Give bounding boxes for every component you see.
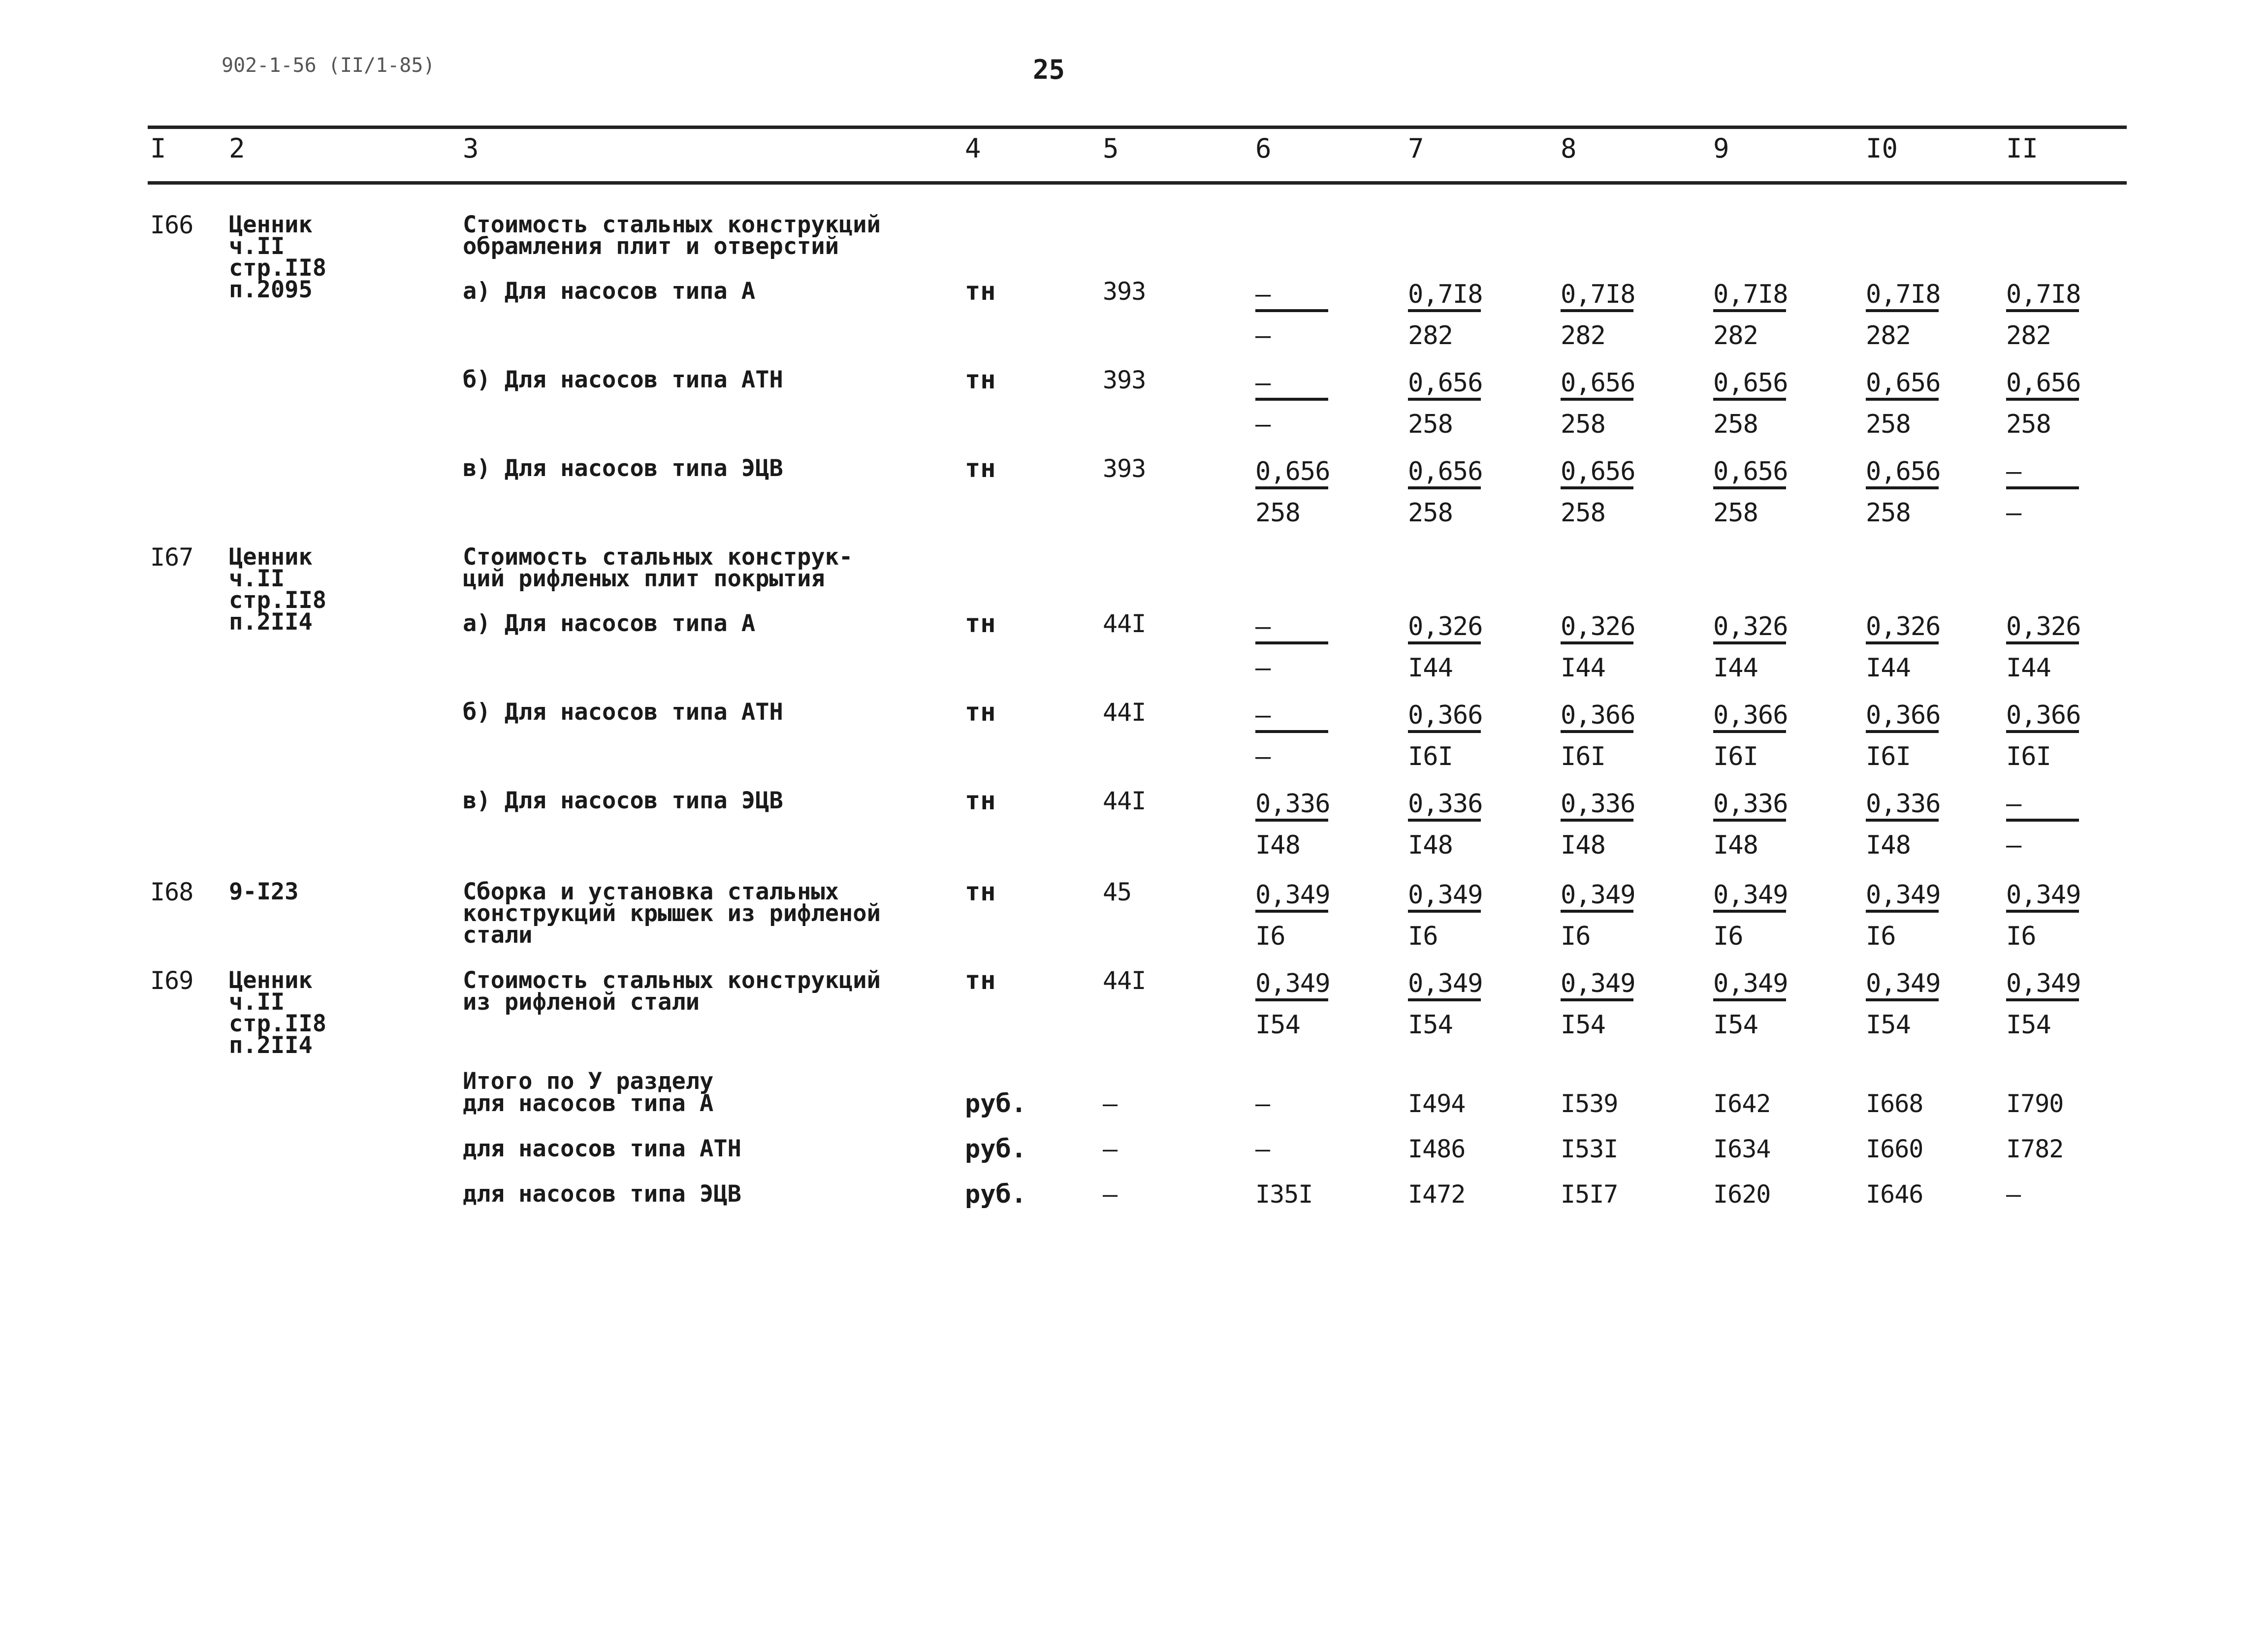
fraction-denominator: I44 — [1408, 653, 1453, 683]
fraction-denominator: I6 — [2006, 922, 2036, 951]
fraction-denominator: I44 — [1561, 653, 1605, 683]
price-reference: Ценник ч.II стр.II8 п.2II4 — [229, 543, 327, 636]
fraction-denominator: 282 — [1713, 321, 1758, 351]
fraction-numerator: 0,7I8 — [1866, 280, 1941, 309]
fraction-bar — [2006, 398, 2079, 401]
fraction-bar — [1408, 398, 1481, 401]
fraction-bar — [1866, 309, 1939, 312]
fraction-numerator: 0,349 — [2006, 969, 2081, 998]
fraction-bar — [1866, 641, 1939, 644]
fraction-denominator: 258 — [1561, 410, 1605, 439]
fraction-numerator: 0,656 — [1561, 457, 1635, 486]
totals-label: для насосов типа ЭЦВ — [463, 1181, 741, 1208]
fraction-denominator: 258 — [1866, 498, 1911, 528]
price-cell: 393 — [1103, 454, 1146, 483]
column-header-1: I — [150, 133, 166, 164]
sub-item-description: б) Для насосов типа АТН — [463, 366, 783, 393]
fraction-bar — [1561, 998, 1633, 1001]
fraction-denominator: I54 — [1408, 1010, 1453, 1040]
fraction-denominator: 258 — [2006, 410, 2051, 439]
totals-value: – — [1103, 1180, 1118, 1209]
fraction-numerator: 0,349 — [1866, 969, 1941, 998]
fraction-numerator: 0,336 — [1713, 789, 1788, 819]
fraction-denominator: 258 — [1866, 410, 1911, 439]
fraction-numerator: 0,7I8 — [1408, 280, 1483, 309]
fraction-numerator: – — [2006, 789, 2021, 819]
fraction-denominator: I54 — [1561, 1010, 1605, 1040]
fraction-numerator: 0,349 — [2006, 880, 2081, 910]
fraction-denominator: I48 — [1713, 830, 1758, 860]
fraction-denominator: I6 — [1561, 922, 1591, 951]
fraction-bar — [1561, 730, 1633, 733]
fraction-numerator: 0,336 — [1866, 789, 1941, 819]
fraction-denominator: I48 — [1255, 830, 1300, 860]
fraction-numerator: 0,656 — [1866, 457, 1941, 486]
fraction-bar — [1408, 730, 1481, 733]
header-bottom-rule — [148, 181, 2127, 185]
fraction-bar — [1255, 309, 1328, 312]
unit-cell: тн — [965, 966, 996, 995]
fraction-bar — [1713, 641, 1786, 644]
fraction-denominator: I54 — [1866, 1010, 1911, 1040]
fraction-numerator: 0,326 — [2006, 612, 2081, 641]
totals-value: I646 — [1866, 1180, 1923, 1209]
totals-value: I472 — [1408, 1180, 1466, 1209]
fraction-numerator: 0,656 — [1713, 457, 1788, 486]
fraction-denominator: I44 — [1866, 653, 1911, 683]
price-reference: Ценник ч.II стр.II8 п.2095 — [229, 211, 327, 303]
fraction-numerator: 0,349 — [1561, 969, 1635, 998]
sub-item-description: в) Для насосов типа ЭЦВ — [463, 787, 783, 814]
fraction-bar — [1713, 819, 1786, 822]
totals-value: I494 — [1408, 1089, 1466, 1118]
row-number: I66 — [150, 211, 193, 239]
fraction-numerator: 0,366 — [1408, 701, 1483, 730]
fraction-denominator: I44 — [2006, 653, 2051, 683]
unit-cell: тн — [965, 609, 996, 638]
fraction-numerator: 0,349 — [1713, 969, 1788, 998]
fraction-numerator: 0,656 — [1866, 368, 1941, 398]
sub-item-description: б) Для насосов типа АТН — [463, 699, 783, 726]
fraction-bar — [1866, 398, 1939, 401]
fraction-denominator: 282 — [1408, 321, 1453, 351]
fraction-bar — [1408, 641, 1481, 644]
totals-value: I790 — [2006, 1089, 2064, 1118]
unit-cell: тн — [965, 277, 996, 306]
totals-unit: руб. — [965, 1180, 1027, 1209]
fraction-bar — [1713, 998, 1786, 1001]
fraction-numerator: 0,349 — [1255, 880, 1330, 910]
fraction-bar — [1255, 730, 1328, 733]
fraction-numerator: 0,656 — [1713, 368, 1788, 398]
fraction-denominator: I48 — [1866, 830, 1911, 860]
column-header-6: 6 — [1255, 133, 1272, 164]
totals-unit: руб. — [965, 1089, 1027, 1118]
totals-title: Итого по У разделу — [463, 1068, 714, 1095]
fraction-denominator: I48 — [1408, 830, 1453, 860]
fraction-bar — [1255, 910, 1328, 913]
page-number: 25 — [1033, 54, 1065, 85]
fraction-denominator: I48 — [1561, 830, 1605, 860]
fraction-numerator: 0,326 — [1866, 612, 1941, 641]
fraction-bar — [2006, 819, 2079, 822]
fraction-denominator: 258 — [1713, 410, 1758, 439]
fraction-denominator: 258 — [1408, 410, 1453, 439]
fraction-denominator: – — [2006, 498, 2021, 528]
column-header-3: 3 — [463, 133, 479, 164]
fraction-denominator: I54 — [1713, 1010, 1758, 1040]
fraction-numerator: 0,349 — [1255, 969, 1330, 998]
fraction-bar — [1408, 819, 1481, 822]
fraction-numerator: 0,366 — [1561, 701, 1635, 730]
fraction-denominator: 258 — [1255, 498, 1300, 528]
row-number: I69 — [150, 966, 193, 995]
fraction-bar — [1561, 819, 1633, 822]
totals-value: – — [1255, 1089, 1270, 1118]
fraction-numerator: – — [1255, 368, 1271, 398]
fraction-numerator: 0,7I8 — [1713, 280, 1788, 309]
fraction-numerator: 0,656 — [1408, 368, 1483, 398]
totals-value: I634 — [1713, 1135, 1771, 1163]
fraction-bar — [2006, 641, 2079, 644]
fraction-numerator: 0,326 — [1561, 612, 1635, 641]
totals-unit: руб. — [965, 1134, 1027, 1164]
fraction-bar — [1713, 309, 1786, 312]
fraction-numerator: – — [1255, 612, 1271, 641]
column-header-5: 5 — [1103, 133, 1119, 164]
fraction-numerator: 0,366 — [1713, 701, 1788, 730]
fraction-denominator: – — [1255, 653, 1271, 683]
fraction-denominator: I54 — [2006, 1010, 2051, 1040]
price-cell: 44I — [1103, 698, 1146, 727]
column-header-9: 9 — [1713, 133, 1729, 164]
fraction-bar — [1255, 998, 1328, 1001]
fraction-denominator: I6 — [1408, 922, 1438, 951]
fraction-denominator: I6 — [1255, 922, 1285, 951]
fraction-denominator: I6 — [1713, 922, 1743, 951]
fraction-bar — [1866, 730, 1939, 733]
fraction-numerator: 0,656 — [1255, 457, 1330, 486]
unit-cell: тн — [965, 786, 996, 816]
fraction-numerator: 0,326 — [1408, 612, 1483, 641]
totals-label: для насосов типа АТН — [463, 1135, 741, 1162]
fraction-bar — [1866, 819, 1939, 822]
column-header-10: I0 — [1866, 133, 1898, 164]
fraction-numerator: – — [2006, 457, 2021, 486]
fraction-bar — [1561, 486, 1633, 489]
fraction-denominator: I6I — [1713, 742, 1758, 771]
fraction-denominator: 258 — [1408, 498, 1453, 528]
fraction-bar — [2006, 730, 2079, 733]
fraction-numerator: 0,336 — [1255, 789, 1330, 819]
fraction-numerator: 0,656 — [1561, 368, 1635, 398]
totals-value: I660 — [1866, 1135, 1923, 1163]
fraction-numerator: 0,349 — [1866, 880, 1941, 910]
fraction-bar — [1561, 309, 1633, 312]
totals-value: I668 — [1866, 1089, 1923, 1118]
fraction-denominator: I6I — [2006, 742, 2051, 771]
item-description: Сборка и установка стальных конструкций крышек из рифленой стали — [463, 878, 881, 949]
totals-value: – — [1103, 1089, 1118, 1118]
row-number: I68 — [150, 878, 193, 906]
fraction-denominator: I6I — [1866, 742, 1911, 771]
fraction-bar — [1713, 486, 1786, 489]
column-header-11: II — [2006, 133, 2039, 164]
sub-item-description: а) Для насосов типа А — [463, 278, 756, 305]
fraction-numerator: 0,326 — [1713, 612, 1788, 641]
unit-cell: тн — [965, 454, 996, 483]
fraction-bar — [1561, 641, 1633, 644]
sub-item-description: а) Для насосов типа А — [463, 610, 756, 637]
fraction-denominator: 258 — [1561, 498, 1605, 528]
price-cell: 44I — [1103, 787, 1146, 815]
totals-value: – — [2006, 1180, 2021, 1209]
price-cell: 44I — [1103, 609, 1146, 638]
fraction-denominator: – — [1255, 742, 1271, 771]
fraction-bar — [1866, 998, 1939, 1001]
totals-value: I620 — [1713, 1180, 1771, 1209]
fraction-denominator: 282 — [2006, 321, 2051, 351]
fraction-denominator: 282 — [1561, 321, 1605, 351]
fraction-denominator: I6I — [1408, 742, 1453, 771]
fraction-denominator: I6I — [1561, 742, 1605, 771]
price-reference: Ценник ч.II стр.II8 п.2II4 — [229, 967, 327, 1059]
column-header-7: 7 — [1408, 133, 1424, 164]
document-code: 902-1-56 (II/1-85) — [222, 54, 435, 77]
fraction-numerator: – — [1255, 280, 1271, 309]
fraction-numerator: 0,656 — [2006, 368, 2081, 398]
sub-item-description: в) Для насосов типа ЭЦВ — [463, 455, 783, 482]
fraction-denominator: I44 — [1713, 653, 1758, 683]
item-description: Стоимость стальных конструкций из рифленой стали — [463, 967, 881, 1016]
fraction-bar — [2006, 998, 2079, 1001]
row-number: I67 — [150, 543, 193, 572]
fraction-bar — [2006, 910, 2079, 913]
item-description: Стоимость стальных конструкций обрамления плит и отверстий — [463, 211, 881, 260]
unit-cell: тн — [965, 365, 996, 395]
fraction-numerator: 0,656 — [1408, 457, 1483, 486]
totals-value: – — [1103, 1135, 1118, 1163]
totals-value: I782 — [2006, 1135, 2064, 1163]
fraction-bar — [1255, 641, 1328, 644]
fraction-bar — [1255, 398, 1328, 401]
column-header-2: 2 — [229, 133, 245, 164]
totals-value: I53I — [1561, 1135, 1618, 1163]
fraction-numerator: 0,336 — [1408, 789, 1483, 819]
fraction-denominator: I54 — [1255, 1010, 1300, 1040]
fraction-numerator: 0,7I8 — [1561, 280, 1635, 309]
totals-value: I486 — [1408, 1135, 1466, 1163]
unit-cell: тн — [965, 877, 996, 907]
fraction-bar — [1713, 730, 1786, 733]
fraction-bar — [1713, 910, 1786, 913]
fraction-bar — [1408, 998, 1481, 1001]
fraction-bar — [1713, 398, 1786, 401]
totals-value: I5I7 — [1561, 1180, 1618, 1209]
fraction-bar — [1561, 398, 1633, 401]
totals-label: для насосов типа А — [463, 1090, 714, 1117]
fraction-denominator: – — [2006, 830, 2021, 860]
price-reference: 9-I23 — [229, 878, 299, 905]
price-cell: 44I — [1103, 966, 1146, 995]
fraction-numerator: 0,349 — [1713, 880, 1788, 910]
price-cell: 393 — [1103, 366, 1146, 394]
unit-cell: тн — [965, 698, 996, 727]
fraction-numerator: 0,366 — [2006, 701, 2081, 730]
fraction-bar — [1866, 910, 1939, 913]
fraction-numerator: 0,349 — [1408, 880, 1483, 910]
fraction-bar — [1255, 486, 1328, 489]
fraction-denominator: – — [1255, 410, 1271, 439]
totals-value: I539 — [1561, 1089, 1618, 1118]
fraction-denominator: 258 — [1713, 498, 1758, 528]
fraction-numerator: 0,349 — [1561, 880, 1635, 910]
column-header-8: 8 — [1561, 133, 1577, 164]
fraction-denominator: 282 — [1866, 321, 1911, 351]
fraction-bar — [1866, 486, 1939, 489]
column-header-4: 4 — [965, 133, 981, 164]
totals-value: I642 — [1713, 1089, 1771, 1118]
header-top-rule — [148, 126, 2127, 129]
fraction-bar — [1255, 819, 1328, 822]
fraction-bar — [2006, 309, 2079, 312]
fraction-bar — [1408, 486, 1481, 489]
fraction-numerator: 0,349 — [1408, 969, 1483, 998]
totals-value: I35I — [1255, 1180, 1313, 1209]
totals-value: – — [1255, 1135, 1270, 1163]
fraction-bar — [1561, 910, 1633, 913]
fraction-numerator: 0,366 — [1866, 701, 1941, 730]
price-cell: 393 — [1103, 277, 1146, 306]
item-description: Стоимость стальных конструк- ций рифленых плит покрытия — [463, 543, 853, 592]
price-cell: 45 — [1103, 878, 1132, 906]
fraction-numerator: – — [1255, 701, 1271, 730]
fraction-bar — [1408, 910, 1481, 913]
fraction-numerator: 0,336 — [1561, 789, 1635, 819]
fraction-numerator: 0,7I8 — [2006, 280, 2081, 309]
fraction-denominator: – — [1255, 321, 1271, 351]
fraction-bar — [1408, 309, 1481, 312]
fraction-bar — [2006, 486, 2079, 489]
fraction-denominator: I6 — [1866, 922, 1896, 951]
